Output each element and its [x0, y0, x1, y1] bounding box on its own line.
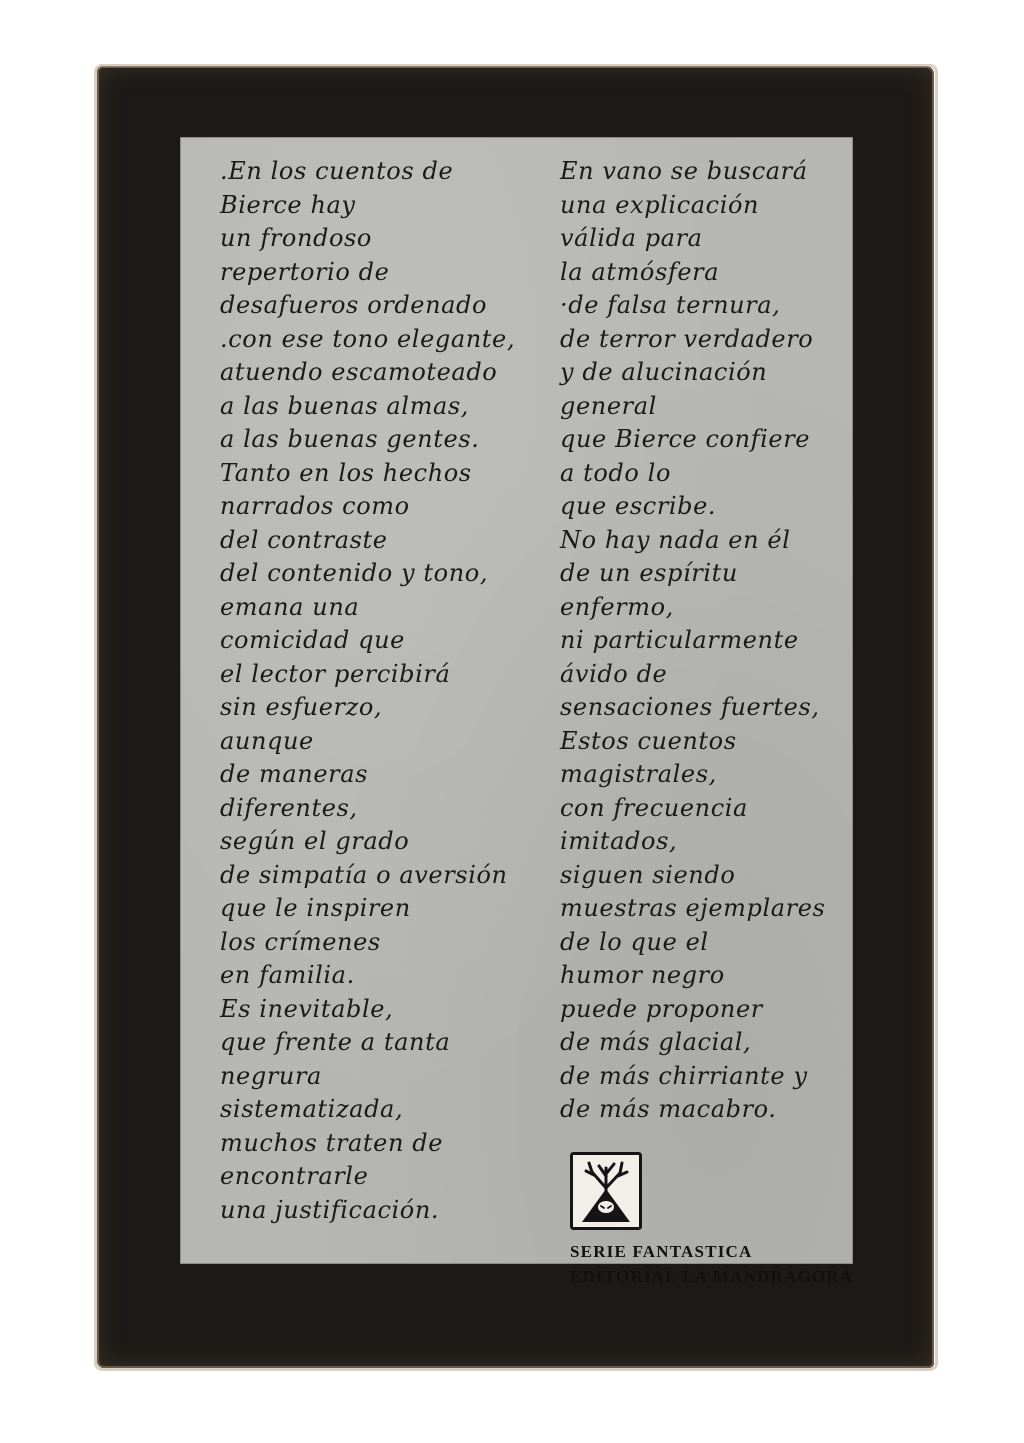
text-line: un frondoso [220, 224, 372, 252]
text-line: Es inevitable, [220, 994, 394, 1023]
text-line: Bierce hay [220, 190, 356, 219]
text-line: sensaciones fuertes, [560, 693, 820, 721]
text-line: negrura [220, 1061, 322, 1090]
text-line: de lo que el [560, 927, 709, 956]
text-line: .En los cuentos de [220, 157, 454, 185]
text-line: en familia. [220, 961, 355, 989]
mandrake-figure-icon [570, 1152, 642, 1230]
publisher-name: EDITORIAL LA MANDRAGORA [570, 1267, 854, 1286]
text-line: narrados como [220, 492, 410, 520]
text-line: a las buenas gentes. [220, 425, 480, 453]
text-line: general [560, 391, 657, 420]
text-line: muchos traten de [220, 1128, 444, 1157]
text-line: En vano se buscará [560, 157, 808, 185]
text-line: con frecuencia [560, 793, 748, 822]
text-line: que Bierce confiere [560, 425, 811, 453]
text-line: atuendo escamoteado [220, 358, 498, 386]
text-line: sin esfuerzo, [220, 693, 383, 721]
text-line: de más macabro. [560, 1095, 777, 1123]
text-line: repertorio de [220, 257, 390, 286]
text-line: desafueros ordenado [220, 291, 488, 319]
text-line: encontrarle [220, 1162, 369, 1190]
text-line: de maneras [220, 760, 369, 788]
publisher-imprint [570, 1239, 853, 1289]
text-line: la atmósfera [560, 257, 720, 286]
text-line: los crímenes [220, 927, 381, 956]
text-line: humor negro [560, 961, 725, 989]
text-line: del contraste [220, 525, 388, 554]
text-line: de más glacial, [560, 1028, 752, 1056]
text-line: muestras ejemplares [560, 894, 826, 922]
text-line: del contenido y tono, [220, 559, 489, 587]
text-line: a las buenas almas, [220, 391, 469, 420]
text-line: según el grado [220, 827, 410, 855]
text-line: válida para [560, 224, 703, 252]
text-line: Tanto en los hechos [220, 458, 472, 487]
text-line: una explicación [560, 190, 760, 219]
text-line: ni particularmente [560, 626, 799, 654]
series-name: SERIE FANTASTICA [570, 1242, 753, 1261]
text-line: que frente a tanta [220, 1028, 451, 1056]
text-line: No hay nada en él [560, 525, 791, 554]
text-line: puede proponer [560, 994, 763, 1023]
text-line: de simpatía o aversión [220, 860, 508, 889]
text-line: magistrales, [560, 760, 717, 788]
text-line: siguen siendo [560, 860, 736, 889]
text-line: Estos cuentos [560, 726, 737, 755]
text-line: que escribe. [560, 492, 717, 520]
text-line: ávido de [560, 659, 668, 688]
text-line: enfermo, [560, 592, 674, 621]
text-line: .con ese tono elegante, [220, 324, 516, 353]
right-text-column [560, 155, 825, 1127]
text-line: imitados, [560, 827, 678, 855]
text-line: sistematizada, [220, 1095, 404, 1123]
text-line: de un espíritu [560, 559, 738, 587]
text-line: a todo lo [560, 458, 671, 487]
left-text-column [220, 155, 515, 1227]
text-line: que le inspiren [220, 894, 411, 922]
text-line: de terror verdadero [560, 324, 814, 353]
text-line: el lector percibirá [220, 659, 451, 688]
text-line: diferentes, [220, 793, 358, 822]
text-line: comicidad que [220, 626, 405, 654]
text-line: y de alucinación [560, 358, 768, 386]
text-line: ·de falsa ternura, [560, 291, 781, 319]
text-line: de más chirriante y [560, 1061, 808, 1090]
text-line: una justificación. [220, 1195, 440, 1224]
text-line: emana una [220, 592, 360, 621]
text-line: aunque [220, 726, 314, 755]
